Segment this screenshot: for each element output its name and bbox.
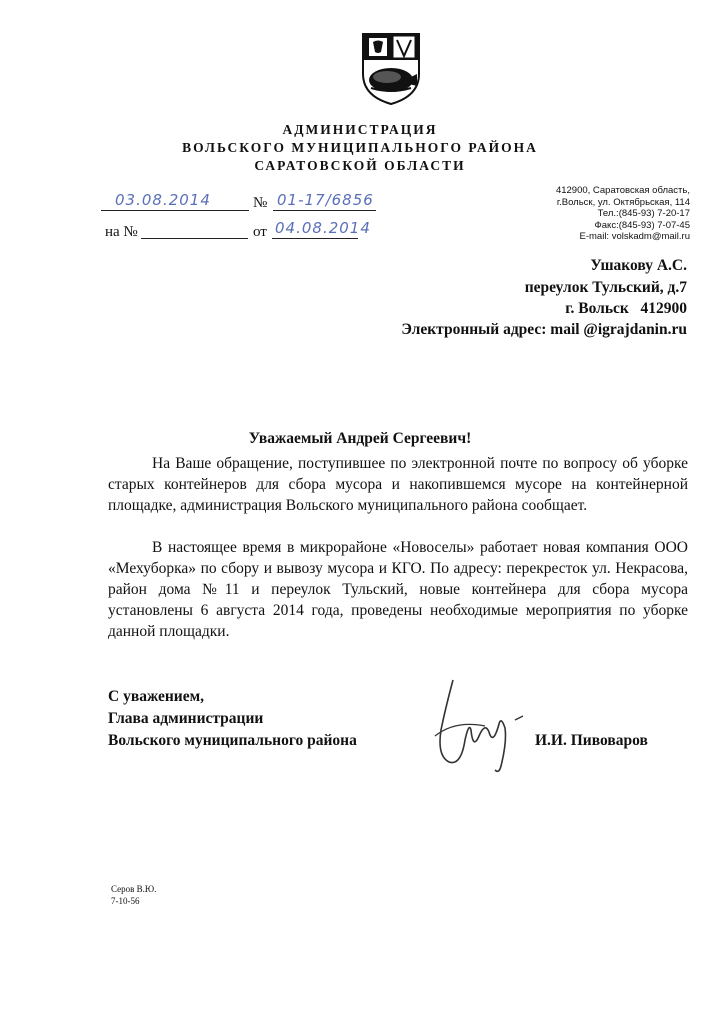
ref-date: 04.08.2014 bbox=[275, 219, 371, 237]
signatory-name: И.И. Пивоваров bbox=[535, 732, 648, 749]
contacts-block bbox=[490, 185, 690, 243]
org-title-line2: ВОЛЬСКОГО МУНИЦИПАЛЬНОГО РАЙОНА bbox=[182, 140, 538, 155]
addressee-city: г. Вольск 412900 bbox=[565, 300, 687, 317]
letter-paragraph-2: В настоящее время в микрорайоне «Новоселы» работает новая компания ООО «Мехуборка» по сбору и вывозу мусора и КГО. По адресу: перекресток ул. Некрасова, район дома №11 и переулок Тульский, новые контейнера для сбора мусора установлены 6 августа 2014 года, проведены необходимые мероприятия по уборке данной площадки. bbox=[108, 539, 688, 640]
contact-address-line1: 412900, Саратовская область, bbox=[555, 185, 690, 196]
org-title-line3: САРАТОВСКОЙ ОБЛАСТИ bbox=[254, 158, 466, 173]
coat-of-arms-emblem bbox=[359, 30, 423, 106]
number-underline bbox=[273, 210, 376, 211]
number-label: № bbox=[253, 195, 268, 211]
signatory-title: Глава администрации bbox=[108, 710, 264, 727]
handwritten-signature bbox=[415, 670, 525, 780]
greeting: Уважаемый Андрей Сергеевич! bbox=[248, 430, 472, 447]
ref-date-underline bbox=[272, 238, 358, 239]
addressee-name: Ушакову А.С. bbox=[590, 257, 687, 274]
org-title-line1: АДМИНИСТРАЦИЯ bbox=[282, 122, 438, 137]
signatory-organisation: Вольского муниципального района bbox=[108, 732, 357, 749]
contact-fax: Факс:(845-93) 7-07-45 bbox=[594, 219, 690, 231]
addressee-email: Электронный адрес: mail @igrajdanin.ru bbox=[401, 321, 687, 338]
executor-phone: 7-10-56 bbox=[111, 896, 140, 906]
addressee-street: переулок Тульский, д.7 bbox=[524, 279, 687, 296]
ref-number-label: на № bbox=[105, 224, 138, 240]
ref-number-underline bbox=[141, 238, 248, 239]
letter-paragraph-1: На Ваше обращение, поступившее по электронной почте по вопросу об уборке старых контейнеров для сбора мусора и накопившемся мусоре на контейнерной площадке, администрация Вольского муниципального района сообщает. bbox=[108, 455, 688, 514]
date-underline bbox=[101, 210, 249, 211]
closing-regards: С уважением, bbox=[108, 688, 205, 705]
outgoing-number: 01-17/6856 bbox=[277, 191, 374, 209]
contact-address-line2: г.Вольск, ул. Октябрьская, 114 bbox=[556, 196, 690, 208]
executor-name: Серов В.Ю. bbox=[111, 884, 157, 894]
contact-phone: Тел.:(845-93) 7-20-17 bbox=[597, 208, 690, 219]
outgoing-date: 03.08.2014 bbox=[115, 191, 211, 209]
contact-email: E-mail: volskadm@mail.ru bbox=[579, 231, 690, 242]
ref-from-label: от bbox=[253, 224, 267, 240]
